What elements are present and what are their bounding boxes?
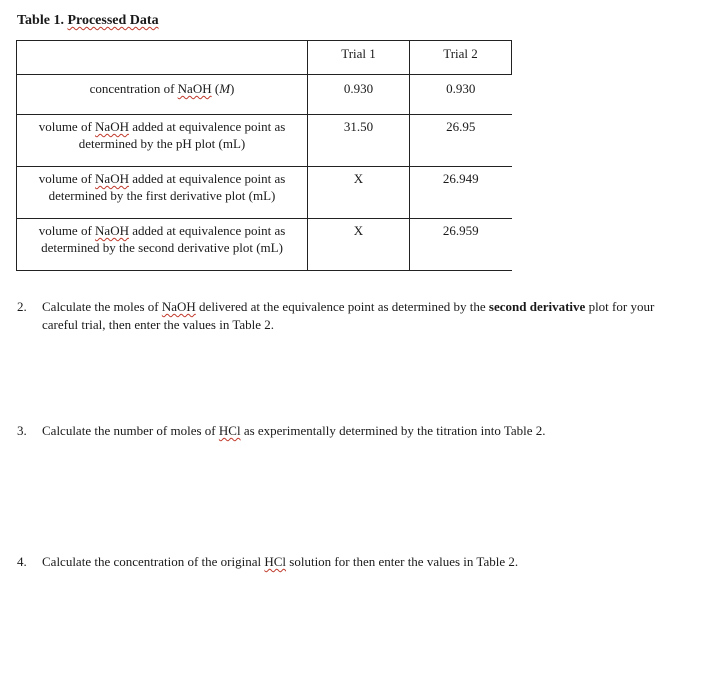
row-label-ph-plot: volume of NaOH added at equivalence point as determined by the pH plot (mL) — [17, 115, 308, 167]
row-label-concentration: concentration of NaOH (M) — [17, 75, 308, 115]
cell-trial-1: 0.930 — [308, 75, 410, 115]
question-number: 4. — [17, 554, 27, 569]
row-label-second-derivative: volume of NaOH added at equivalence point as determined by the second derivative plot (mL) — [17, 219, 308, 271]
cell-trial-2: 26.949 — [410, 167, 512, 219]
header-cell-empty — [17, 41, 308, 75]
row-label-first-derivative: volume of NaOH added at equivalence point as determined by the first derivative plot (mL) — [17, 167, 308, 219]
cell-trial-2: 0.930 — [410, 75, 512, 115]
table-row — [17, 219, 512, 271]
table-row — [17, 167, 512, 219]
cell-trial-2: 26.959 — [410, 219, 512, 271]
table-title — [17, 13, 159, 29]
question-text: Calculate the concentration of the original HCl solution for then enter the values in Table 2. — [42, 554, 519, 569]
question-number: 2. — [17, 299, 27, 314]
table-title-prefix: Table 1. — [17, 13, 68, 28]
header-cell-trial-1: Trial 1 — [308, 41, 410, 75]
table-row — [17, 115, 512, 167]
cell-trial-2: 26.95 — [410, 115, 512, 167]
table-row — [17, 75, 512, 115]
cell-trial-1: X — [308, 219, 410, 271]
question-text: Calculate the moles of NaOH delivered at the equivalence point as determined by the second derivative plot for your careful trial, then enter the values in Table 2. — [42, 299, 655, 332]
table-header-row — [17, 41, 512, 75]
processed-data-table — [16, 40, 512, 271]
cell-trial-1: 31.50 — [308, 115, 410, 167]
header-cell-trial-2: Trial 2 — [410, 41, 512, 75]
table-title-name: Processed Data — [67, 13, 159, 28]
question-text: Calculate the number of moles of HCl as experimentally determined by the titration into Table 2. — [42, 423, 546, 438]
question-number: 3. — [17, 423, 27, 438]
cell-trial-1: X — [308, 167, 410, 219]
